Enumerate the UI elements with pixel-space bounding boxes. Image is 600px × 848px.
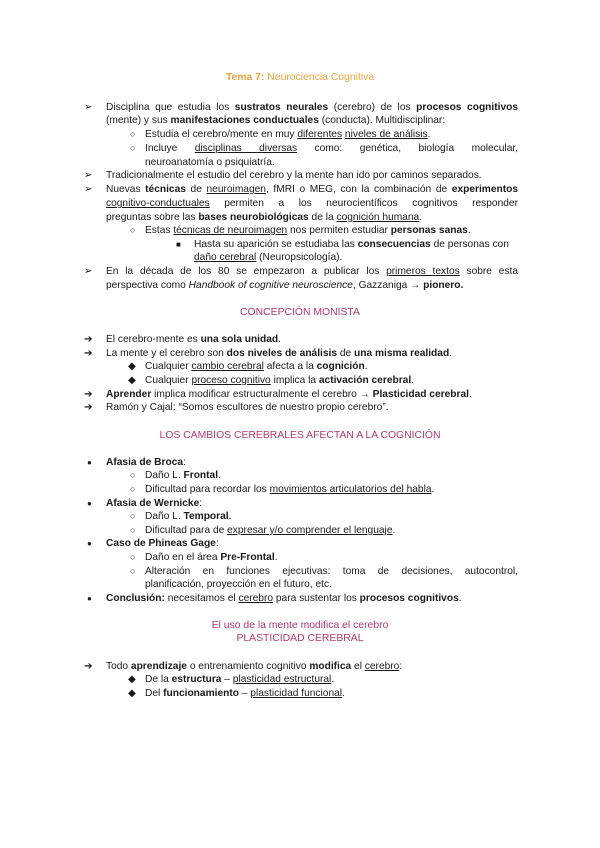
arrow-bullet-icon: ➢	[84, 184, 93, 195]
wernicke-heading: Afasia de Wernicke:	[106, 498, 203, 509]
gage-line-1: Daño en el área Pre-Frontal.	[145, 552, 278, 563]
broca-line-1: Daño L. Frontal.	[145, 470, 221, 481]
circle-bullet-icon: ○	[130, 552, 136, 562]
plasticidad-line-2: De la estructura – plasticidad estructural.	[145, 674, 335, 685]
intro-line-10: Estas técnicas de neuroimagen nos permiten estudiar personas sanas.	[145, 225, 471, 236]
diamond-bullet-icon: ◆	[128, 375, 136, 386]
arrow-bullet-icon: ➢	[84, 170, 93, 181]
plasticidad-line-3: Del funcionamiento – plasticidad funcional.	[145, 688, 345, 699]
circle-bullet-icon: ○	[130, 484, 136, 494]
diamond-bullet-icon: ◆	[128, 361, 136, 372]
bold-arrow-icon: ➔	[84, 389, 93, 400]
intro-line-7: Nuevas técnicas de neuroimagen, fMRI o MEG, con la combinación de experimentos	[106, 184, 519, 195]
circle-bullet-icon: ○	[130, 511, 136, 521]
wernicke-line-1: Daño L. Temporal.	[145, 511, 232, 522]
bold-arrow-icon: ➔	[84, 334, 93, 345]
diamond-bullet-icon: ◆	[128, 674, 136, 685]
conclusion-line: Conclusión: necesitamos el cerebro para sustentar los procesos cognitivos.	[106, 593, 462, 604]
dot-bullet-icon: ●	[87, 499, 92, 508]
monista-line-2: La mente y el cerebro son dos niveles de análisis de una misma realidad.	[106, 348, 453, 359]
wernicke-line-2: Dificultad para de expresar y/o comprender el lenguaje.	[145, 525, 396, 536]
intro-line-5: neuroanatomía o psiquiatría.	[145, 157, 275, 168]
section-title-cambios: LOS CAMBIOS CEREBRALES AFECTAN A LA COGNICIÓN	[159, 430, 441, 441]
circle-bullet-icon: ○	[130, 566, 136, 576]
intro-line-4: Incluye disciplinas diversas como: genética, biología molecular,	[145, 143, 519, 154]
arrow-bullet-icon: ➢	[84, 266, 93, 277]
section-title-monista: CONCEPCIÓN MONISTA	[240, 307, 360, 318]
monista-line-3: Cualquier cambio cerebral afecta a la cognición.	[145, 361, 368, 372]
gage-line-2: Alteración en funciones ejecutivas: toma de decisiones, autocontrol,	[145, 566, 518, 577]
page-title: Tema 7: Neurociencia Cognitiva	[225, 72, 375, 83]
circle-bullet-icon: ○	[130, 143, 136, 153]
gage-heading: Caso de Phineas Gage:	[106, 538, 219, 549]
intro-line-3: Estudia el cerebro/mente en muy diferentes niveles de análisis.	[145, 129, 431, 140]
diamond-bullet-icon: ◆	[128, 688, 136, 699]
dot-bullet-icon: ●	[87, 539, 92, 548]
bold-arrow-icon: ➔	[84, 402, 93, 413]
intro-line-11: Hasta su aparición se estudiaba las consecuencias de personas con	[194, 239, 509, 250]
dot-bullet-icon: ●	[87, 458, 92, 467]
intro-line-6: Tradicionalmente el estudio del cerebro y la mente han ido por caminos separados.	[106, 170, 482, 181]
monista-line-1: El cerebro-mente es una sola unidad.	[106, 334, 281, 345]
broca-line-2: Dificultad para recordar los movimientos articulatorios del habla.	[145, 484, 435, 495]
circle-bullet-icon: ○	[130, 129, 136, 139]
section-subtitle-plasticidad: El uso de la mente modifica el cerebro	[211, 620, 389, 631]
intro-line-2: (mente) y sus manifestaciones conductuales (conducta). Multidisciplinar:	[106, 115, 446, 126]
intro-line-14: perspectiva como Handbook of cognitive neuroscience, Gazzaniga → pionero.	[106, 280, 464, 291]
intro-line-9: preguntas sobre las bases neurobiológicas de la cognición humana.	[106, 212, 423, 223]
monista-line-5: Aprender implica modificar estructuralmente el cerebro → Plasticidad cerebral.	[106, 389, 472, 400]
broca-heading: Afasia de Broca:	[106, 457, 186, 468]
plasticidad-line-1: Todo aprendizaje o entrenamiento cognitivo modifica el cerebro:	[106, 661, 403, 672]
dot-bullet-icon: ●	[87, 594, 92, 603]
circle-bullet-icon: ○	[130, 225, 136, 235]
monista-line-6: Ramón y Cajal: “Somos escultores de nuestro propio cerebro”.	[106, 402, 389, 413]
monista-line-4: Cualquier proceso cognitivo implica la activación cerebral.	[145, 375, 415, 386]
intro-line-8: cognitivo-conductuales permiten a los neurocientíficos cognitivos responder	[106, 198, 518, 209]
intro-line-1: Disciplina que estudia los sustratos neurales (cerebro) de los procesos cognitivos	[106, 102, 518, 113]
circle-bullet-icon: ○	[130, 470, 136, 480]
arrow-bullet-icon: ➢	[84, 102, 93, 113]
intro-line-13: En la década de los 80 se empezaron a publicar los primeros textos sobre esta	[106, 266, 519, 277]
bold-arrow-icon: ➔	[84, 661, 93, 672]
section-title-plasticidad: PLASTICIDAD CEREBRAL	[236, 633, 364, 644]
bold-arrow-icon: ➔	[84, 348, 93, 359]
intro-line-12: daño cerebral (Neuropsicología).	[194, 252, 343, 263]
circle-bullet-icon: ○	[130, 525, 136, 535]
square-bullet-icon: ■	[176, 240, 181, 249]
gage-line-3: planificación, proyección en el futuro, etc.	[145, 579, 332, 590]
